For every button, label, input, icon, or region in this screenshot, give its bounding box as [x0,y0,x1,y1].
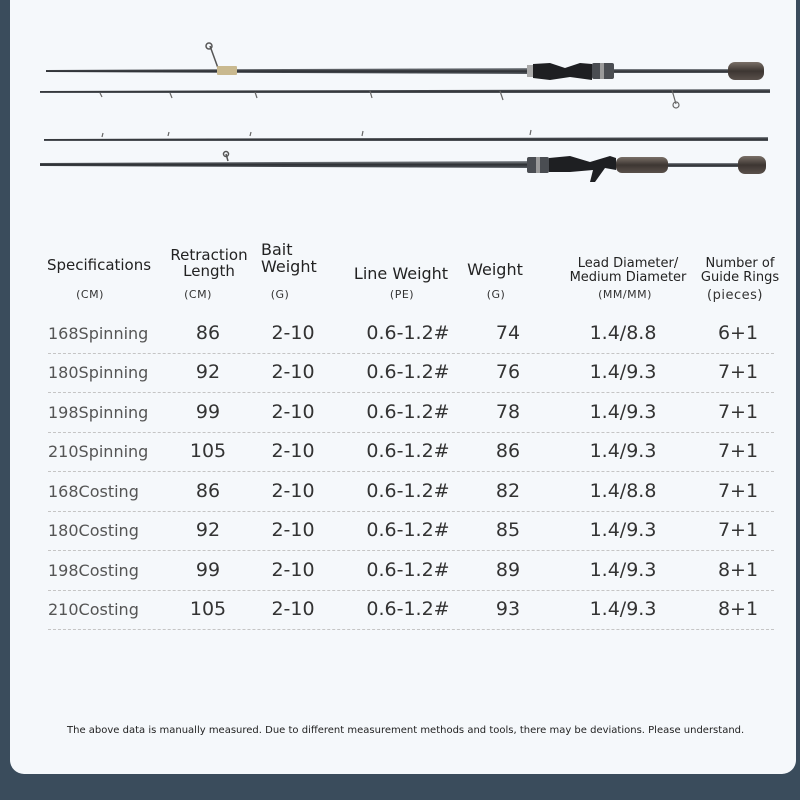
disclaimer-note: The above data is manually measured. Due to different measurement methods and tools, there may be deviations. Please understand. [67,725,745,736]
cell-line-weight: 0.6-1.2# [366,322,450,344]
cell-bait-weight: 2-10 [271,401,315,423]
cell-retraction-length: 92 [195,519,221,541]
cell-guide-rings: 8+1 [717,598,759,620]
table-row [48,472,774,512]
rod-spinning-tip [40,89,770,108]
cell-bait-weight: 2-10 [271,480,315,502]
cell-weight: 86 [495,440,521,462]
rod-spinning-butt [46,43,764,80]
cell-lead-diameter: 1.4/9.3 [589,598,657,620]
cell-lead-diameter: 1.4/9.3 [589,559,657,581]
header-bait-unit: (G) [270,288,290,301]
cell-guide-rings: 7+1 [717,519,759,541]
cell-lead-diameter: 1.4/9.3 [589,519,657,541]
cell-model: 210Spinning [48,442,149,461]
cell-retraction-length: 99 [195,559,221,581]
fishing-rods-image [10,0,796,200]
product-card [10,0,796,774]
table-row [48,393,774,433]
cell-line-weight: 0.6-1.2# [366,361,450,383]
cell-lead-diameter: 1.4/8.8 [589,322,657,344]
cell-bait-weight: 2-10 [271,440,315,462]
cell-guide-rings: 7+1 [717,440,759,462]
cell-retraction-length: 86 [195,480,221,502]
table-row [48,590,774,630]
header-lead-unit: (MM/MM) [598,288,652,301]
header-weight: Weight [467,260,523,279]
cell-line-weight: 0.6-1.2# [366,598,450,620]
cell-line-weight: 0.6-1.2# [366,559,450,581]
cell-weight: 82 [495,480,521,502]
header-specifications: Specifications [46,256,152,274]
cell-guide-rings: 6+1 [717,322,759,344]
header-bait-weight: Bait Weight [261,240,317,276]
cell-lead-diameter: 1.4/8.8 [589,480,657,502]
cell-lead-diameter: 1.4/9.3 [589,401,657,423]
cell-guide-rings: 7+1 [717,361,759,383]
table-row [48,511,774,551]
cell-guide-rings: 7+1 [717,401,759,423]
header-guide-rings: Number of Guide Rings [700,256,780,285]
table-row [48,551,774,591]
cell-bait-weight: 2-10 [271,519,315,541]
cell-guide-rings: 8+1 [717,559,759,581]
cell-bait-weight: 2-10 [271,598,315,620]
cell-lead-diameter: 1.4/9.3 [589,361,657,383]
table-row [48,432,774,472]
header-guide-unit: (pieces) [707,288,763,303]
cell-line-weight: 0.6-1.2# [366,519,450,541]
cell-model: 180Costing [48,521,139,540]
cell-weight: 93 [495,598,521,620]
cell-model: 180Spinning [48,363,149,382]
cell-weight: 74 [495,322,521,344]
cell-weight: 85 [495,519,521,541]
cell-line-weight: 0.6-1.2# [366,480,450,502]
table-row [48,353,774,393]
cell-weight: 76 [495,361,521,383]
cell-retraction-length: 105 [189,440,227,462]
cell-weight: 78 [495,401,521,423]
cell-retraction-length: 92 [195,361,221,383]
cell-bait-weight: 2-10 [271,361,315,383]
header-specifications-unit: (CM) [76,288,104,301]
rod-casting-tip [44,130,768,141]
header-weight-unit: (G) [486,288,506,301]
cell-lead-diameter: 1.4/9.3 [589,440,657,462]
cell-line-weight: 0.6-1.2# [366,440,450,462]
header-lead-diameter: Lead Diameter/ Medium Diameter [569,256,687,285]
header-retraction-length: Retraction Length [170,246,248,280]
cell-guide-rings: 7+1 [717,480,759,502]
header-retraction-unit: (CM) [184,288,212,301]
header-line-unit: (PE) [389,288,415,301]
header-line-weight: Line Weight [353,264,449,283]
cell-model: 198Spinning [48,403,149,422]
cell-model: 198Costing [48,561,139,580]
cell-model: 168Costing [48,482,139,501]
table-row [48,314,774,354]
cell-line-weight: 0.6-1.2# [366,401,450,423]
cell-weight: 89 [495,559,521,581]
cell-bait-weight: 2-10 [271,322,315,344]
cell-retraction-length: 105 [189,598,227,620]
cell-model: 168Spinning [48,324,149,343]
cell-retraction-length: 99 [195,401,221,423]
cell-retraction-length: 86 [195,322,221,344]
cell-bait-weight: 2-10 [271,559,315,581]
cell-model: 210Costing [48,600,139,619]
rod-casting-butt [40,152,766,183]
